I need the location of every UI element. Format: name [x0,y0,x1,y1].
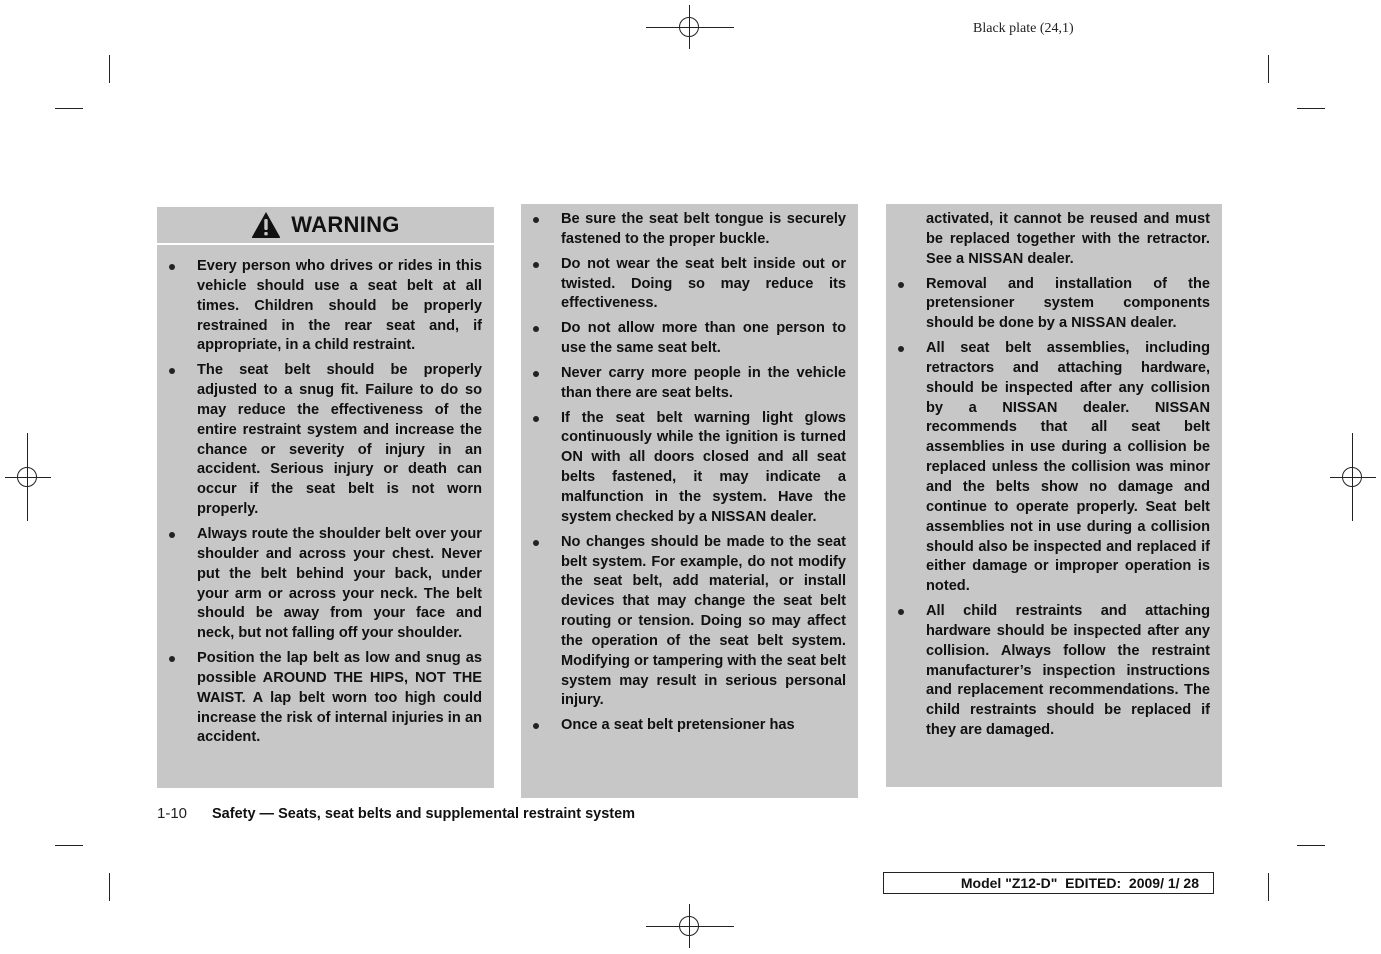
bullet-icon [533,371,539,377]
list-item: Every person who drives or rides in this vehicle should use a seat belt at all times. Children should be properly restrained in the rear seat and, if appropriate, in a child restraint. [157,257,482,356]
warning-triangle-icon [251,211,281,239]
page-number: 1-10 [157,805,188,822]
bullet-icon [533,217,539,223]
warning-column-1 [157,245,494,788]
warning-header [157,207,494,245]
bullet-icon [533,723,539,729]
bullet-icon [898,609,904,615]
crop-mark [55,108,83,109]
list-item: Removal and installation of the pretensioner system components should be done by a NISSAN dealer. [886,275,1210,335]
list-item: All child restraints and attaching hardware should be inspected after any collision. Always follow the restraint manufacturer’s inspection instructions and replacement recommendations. The child restraints should be replaced if they are damaged. [886,602,1210,741]
bullet-icon [169,656,175,662]
bullet-icon [169,532,175,538]
list-item: Once a seat belt pretensioner has [521,716,846,736]
bullet-icon [533,262,539,268]
list-item: Always route the shoulder belt over your shoulder and across your chest. Never put the belt behind your back, under your arm or across your neck. The belt should be away from your face and neck, but not falling off your shoulder. [157,525,482,644]
crop-mark [109,55,110,83]
list-item: Do not wear the seat belt inside out or twisted. Doing so may reduce its effectiveness. [521,255,846,315]
bullet-icon [169,264,175,270]
bullet-icon [533,326,539,332]
warning-column-2 [521,204,858,798]
section-title: Safety — Seats, seat belts and supplemental restraint system [212,806,636,822]
bullet-icon [533,540,539,546]
warning-title: WARNING [291,212,400,237]
bullet-icon [898,282,904,288]
model-edit-box [883,872,1214,894]
plate-label: Black plate (24,1) [973,21,1074,36]
continuation-text: activated, it cannot be reused and must be replaced together with the retractor. See a NISSAN dealer. [926,211,1210,267]
bullet-icon [533,416,539,422]
list-item: Never carry more people in the vehicle than there are seat belts. [521,364,846,404]
list-item: The seat belt should be properly adjusted to a snug fit. Failure to do so may reduce the effectiveness of the entire restraint system and increase the chance or severity of injury in an accident. Serious injury or death can occur if the seat belt is not worn properly. [157,361,482,520]
list-item: Be sure the seat belt tongue is securely fastened to the proper buckle. [521,210,846,250]
crop-mark [55,845,83,846]
crop-mark [1268,873,1269,901]
bullet-icon [169,368,175,374]
crop-mark [1268,55,1269,83]
list-item: No changes should be made to the seat belt system. For example, do not modify the seat belt, add material, or install devices that may change the seat belt routing or tension. Doing so may affect the operation of the seat belt system. Modifying or tampering with the seat belt system may result in serious personal injury. [521,533,846,712]
crop-mark [1297,108,1325,109]
warning-column-3 [886,204,1222,787]
bullet-icon [898,346,904,352]
list-item: All seat belt assemblies, including retractors and attaching hardware, should be inspected after any collision by a NISSAN dealer. NISSAN recommends that all seat belt assemblies in use during a collision be replaced unless the collision was minor and the belts show no damage and continue to operate properly. Seat belt assemblies not in use during a collision should also be inspected and replaced if either damage or improper operation is noted. [886,339,1210,597]
list-item: Position the lap belt as low and snug as possible AROUND THE HIPS, NOT THE WAIST. A lap belt worn too high could increase the risk of internal injuries in an accident. [157,649,482,748]
model-edit-text: Model "Z12-D" EDITED: 2009/ 1/ 28 [960,875,1199,891]
list-item: If the seat belt warning light glows continuously while the ignition is turned ON with all doors closed and all seat belts fastened, it may indicate a malfunction in the system. Have the system checked by a NISSAN dealer. [521,409,846,528]
crop-mark [1297,845,1325,846]
crop-mark [109,873,110,901]
list-item: Do not allow more than one person to use the same seat belt. [521,319,846,359]
